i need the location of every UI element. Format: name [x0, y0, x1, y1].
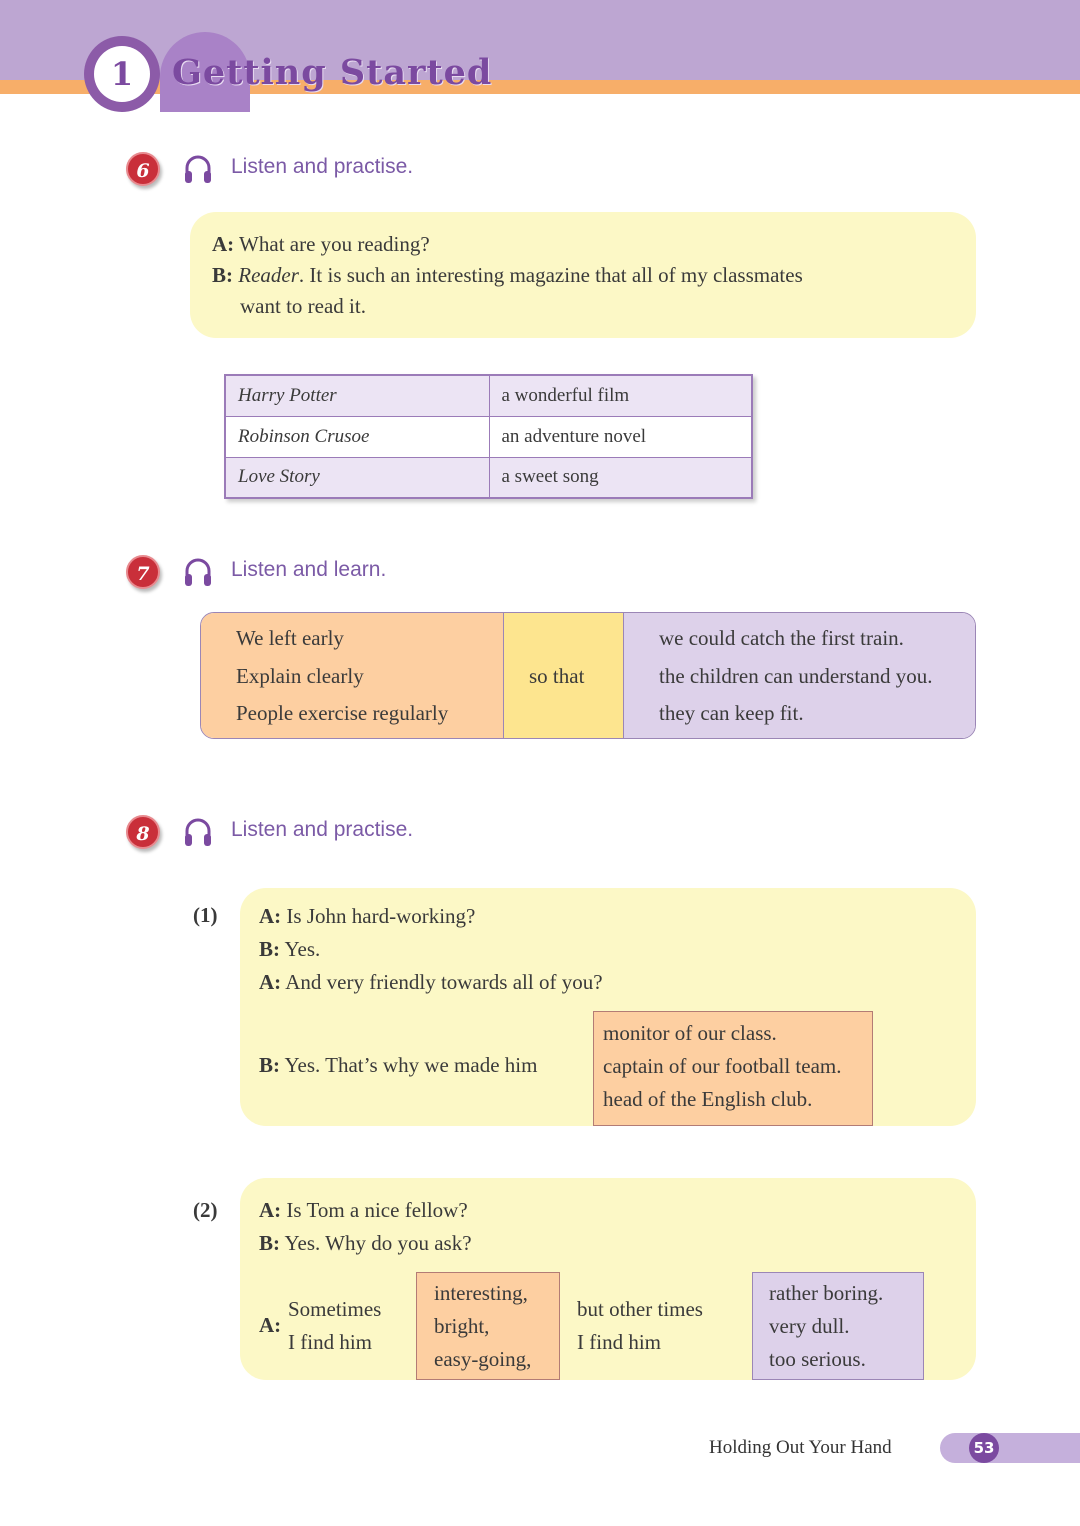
learn-clause: we could catch the first train.	[659, 626, 904, 650]
option-item: very dull.	[769, 1314, 850, 1338]
table-cell: Robinson Crusoe	[225, 416, 489, 457]
option-item: captain of our football team.	[603, 1054, 842, 1078]
dialog-line: B: Yes. Why do you ask?	[259, 1231, 472, 1255]
dialog-line: A: Is Tom a nice fellow?	[259, 1198, 468, 1222]
section-title: Getting Started	[172, 52, 493, 93]
dialog-text: but other times	[577, 1297, 703, 1321]
dialog-text: I find him	[288, 1330, 372, 1354]
page-number: 53	[969, 1433, 999, 1463]
dialog-line: B: Reader. It is such an interesting magazine that all of my classmates	[212, 263, 803, 287]
headphones-icon[interactable]	[183, 154, 213, 186]
learn-connector: so that	[529, 664, 585, 688]
unit-number: 1	[94, 46, 150, 102]
exercise-label-6: Listen and practise.	[231, 155, 414, 178]
table-cell: Harry Potter	[225, 375, 489, 416]
dialog-text: I find him	[577, 1330, 661, 1354]
learn-clause: We left early	[236, 626, 344, 650]
option-item: monitor of our class.	[603, 1021, 777, 1045]
option-box	[752, 1272, 924, 1380]
option-box	[416, 1272, 560, 1380]
dialog-line: B: Yes. That’s why we made him	[259, 1053, 538, 1077]
dialog-line: B: Yes.	[259, 937, 321, 961]
table-row	[225, 416, 752, 457]
learn-clause: Explain clearly	[236, 664, 364, 688]
book-title: Holding Out Your Hand	[709, 1437, 892, 1458]
part-tag-2: (2)	[193, 1198, 218, 1222]
dialog-line: want to read it.	[240, 294, 366, 318]
learn-grid	[200, 612, 976, 739]
table-cell: an adventure novel	[489, 416, 752, 457]
exercise-number-8: 8	[126, 815, 160, 849]
option-item: interesting,	[434, 1281, 528, 1305]
option-box	[593, 1011, 873, 1126]
learn-middle-column	[504, 613, 624, 739]
exercise-number-7: 7	[126, 555, 160, 589]
substitution-table	[224, 374, 753, 499]
table-cell: Love Story	[225, 457, 489, 498]
option-item: rather boring.	[769, 1281, 884, 1305]
table-cell: a sweet song	[489, 457, 752, 498]
option-item: bright,	[434, 1314, 490, 1338]
footer-bar	[940, 1433, 1080, 1463]
headphones-icon[interactable]	[183, 557, 213, 589]
dialog-line: A: Is John hard-working?	[259, 904, 476, 928]
headphones-icon[interactable]	[183, 817, 213, 849]
part-tag-1: (1)	[193, 903, 218, 927]
table-cell: a wonderful film	[489, 375, 752, 416]
table-row	[225, 375, 752, 416]
learn-left-column	[201, 613, 504, 739]
learn-right-column	[624, 613, 976, 739]
learn-clause: they can keep fit.	[659, 701, 804, 725]
exercise-label-7: Listen and learn.	[231, 558, 387, 581]
exercise-label-8: Listen and practise.	[231, 818, 414, 841]
speaker-label: A:	[259, 1313, 282, 1337]
dialog-text: Sometimes	[288, 1297, 382, 1321]
learn-clause: the children can understand you.	[659, 664, 933, 688]
learn-clause: People exercise regularly	[236, 701, 449, 725]
dialog-line: A: What are you reading?	[212, 232, 430, 256]
option-item: easy-going,	[434, 1347, 532, 1371]
dialog-line: A: And very friendly towards all of you?	[259, 970, 603, 994]
option-item: head of the English club.	[603, 1087, 813, 1111]
option-item: too serious.	[769, 1347, 866, 1371]
exercise-number-6: 6	[126, 152, 160, 186]
table-row	[225, 457, 752, 498]
